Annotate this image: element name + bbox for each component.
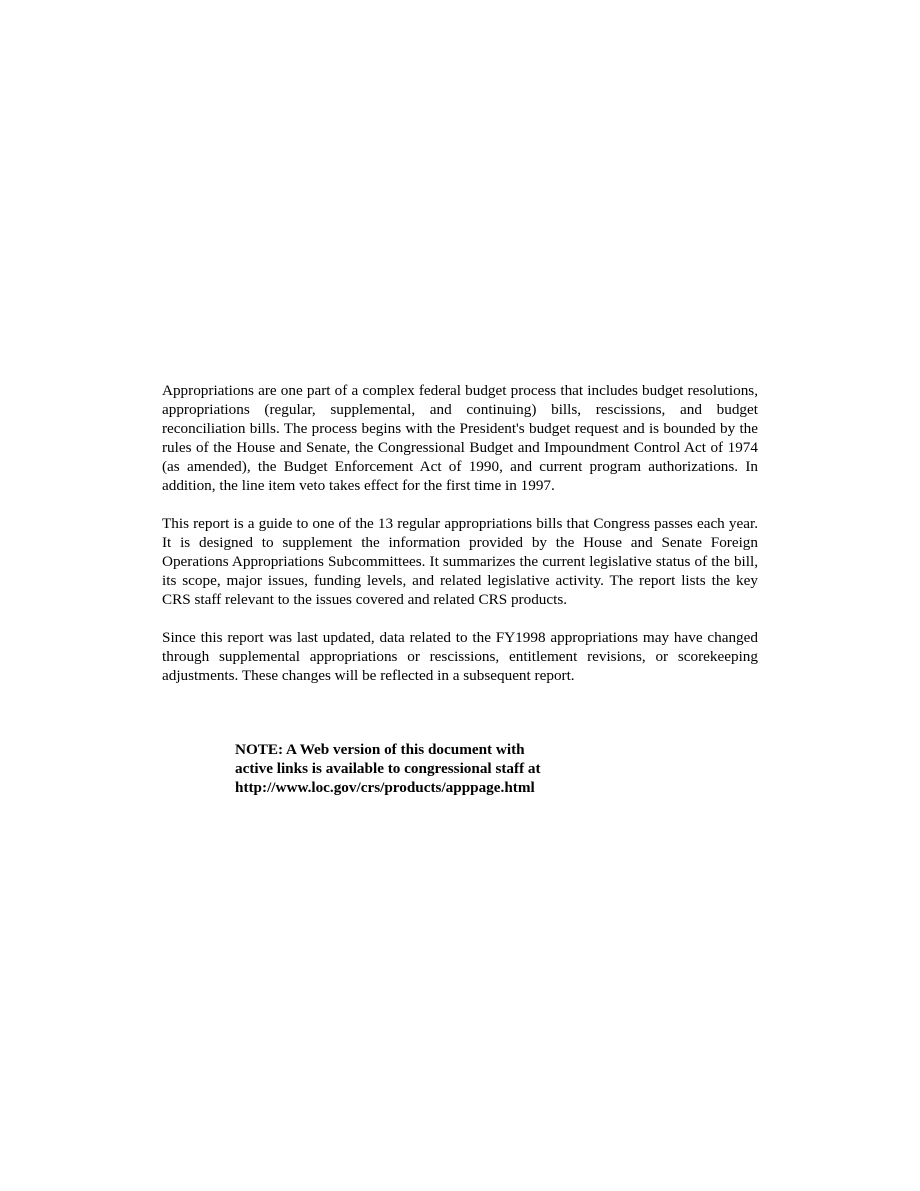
paragraph-report-guide: This report is a guide to one of the 13 regular appropriations bills that Congress passes each year. It is designed to supplement the information provided by the House and Senate Foreign Operations Appropriations Subcommittees. It summarizes the current legislative status of the bill, its scope, major issues, funding levels, and related legislative activity. The report lists the key CRS staff relevant to the issues covered and related CRS products. — [162, 515, 758, 608]
paragraph-update-disclaimer: Since this report was last updated, data related to the FY1998 appropriations may have changed through supplemental appropriations or rescissions, entitlement revisions, or scorekeeping adjustments. These changes will be reflected in a subsequent report. — [162, 629, 758, 684]
paragraph-budget-process: Appropriations are one part of a complex federal budget process that includes budget resolutions, appropriations (regular, supplemental, and continuing) bills, rescissions, and budget reconciliation bills. The process begins with the President's budget request and is bounded by the rules of the House and Senate, the Congressional Budget and Impoundment Control Act of 1974 (as amended), the Budget Enforcement Act of 1990, and current program authorizations. In addition, the line item veto takes effect for the first time in 1997. — [162, 382, 758, 494]
web-version-note — [235, 740, 595, 797]
note-line: NOTE: A Web version of this document with — [235, 741, 525, 758]
body-text — [162, 381, 758, 704]
note-url[interactable]: http://www.loc.gov/crs/products/apppage.html — [235, 779, 535, 796]
note-line: active links is available to congressional staff at — [235, 760, 541, 777]
